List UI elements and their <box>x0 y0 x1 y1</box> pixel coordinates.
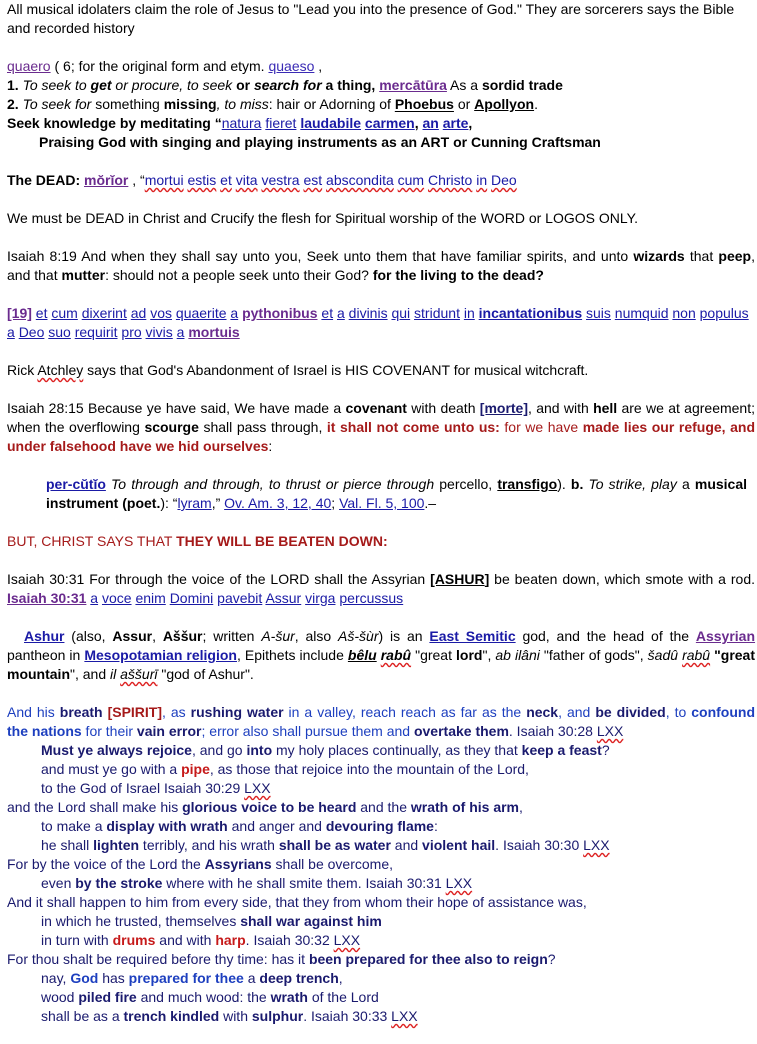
ashur-paragraph: Ashur (also, Assur, Aššur; written A-šur, also Aš-šùr) is an East Semitic god, and the head of the Assyrian pantheon in Mesopotamian religion, Epithets include bêlu rabû "great lord", ab ilâni "father of gods", šadû rabû "great mountain", and il aššurī "god of Ashur". <box>7 628 756 682</box>
isaiah-latin-word-link[interactable]: Assur <box>265 590 302 606</box>
latin19-word-link[interactable]: dixerint <box>81 305 127 321</box>
mesopotamian-religion-link[interactable]: Mesopotamian religion <box>84 647 237 663</box>
latin19-word-link[interactable]: suis <box>586 305 611 321</box>
ashur-link[interactable]: Ashur <box>24 628 65 644</box>
dead-latin-words <box>145 172 517 188</box>
latin19-word-link[interactable]: in <box>463 305 475 321</box>
dead-latin-word-link[interactable]: in <box>476 172 488 188</box>
quaero-definition: quaero ( 6; for the original form and etym. quaeso , <box>7 58 323 74</box>
fieret-link[interactable]: fieret <box>265 115 297 131</box>
latin19-word-link[interactable]: cum <box>51 305 78 321</box>
lxx-line-9: even by the stroke where with he shall smite them. Isaiah 30:31 LXX <box>41 875 473 891</box>
latin-verse-19 <box>7 304 755 342</box>
dead-latin-word-link[interactable]: mortui <box>144 172 184 188</box>
latin19-word-link[interactable]: Deo <box>18 324 45 340</box>
seek-knowledge-line: Seek knowledge by meditating “natura fieret laudabile carmen, an arte, <box>7 115 473 131</box>
quaero-link[interactable]: quaero <box>7 58 51 74</box>
latin19-word-link[interactable]: a <box>176 324 185 340</box>
lxx-line-5: and the Lord shall make his glorious voice to be heard and the wrath of his arm, <box>7 799 523 815</box>
isaiah-30-31: Isaiah 30:31 For through the voice of the LORD shall the Assyrian [ASHUR] be beaten down, which smote with a rod. Isaiah 30:31 a voce enim Domini pavebit Assur virga percussus <box>7 571 755 606</box>
dead-latin-word-link[interactable]: vita <box>235 172 258 188</box>
latin19-word-link[interactable]: populus <box>699 305 749 321</box>
dead-latin-word-link[interactable]: abscondita <box>326 172 394 188</box>
intro-text: All musical idolaters claim the role of Jesus to "Lead you into the presence of God." They are sorcerers says the Bible and recorded history <box>7 1 735 36</box>
christ-says-heading: BUT, CHRIST SAYS THAT THEY WILL BE BEATEN DOWN: <box>7 533 388 549</box>
isaiah-latin-word-link[interactable]: Domini <box>169 590 214 606</box>
isaiah-latin-word-link[interactable]: percussus <box>339 590 404 606</box>
latin19-word-link[interactable]: et <box>321 305 334 321</box>
praising-god-line: Praising God with singing and playing instruments as an ART or Cunning Craftsman <box>39 134 601 150</box>
isaiah-latin-words <box>90 590 403 606</box>
latin19-word-link[interactable]: et <box>35 305 48 321</box>
east-semitic-link[interactable]: East Semitic <box>429 628 516 644</box>
isaiah-8-19: Isaiah 8:19 And when they shall say unto you, Seek unto them that have familiar spirits, and unto wizards that peep, and that mutter: should not a people seek unto their God? for the living to the dead? <box>7 248 755 283</box>
isaiah-latin-word-link[interactable]: a <box>90 590 99 606</box>
lxx-line-3: and must ye go with a pipe, as those that rejoice into the mountain of the Lord, <box>41 761 529 777</box>
quaero-sense-2: 2. To seek for something missing, to miss: hair or Adorning of Phoebus or Apollyon. <box>7 96 538 112</box>
lxx-line-16: shall be as a trench kindled with sulphur. Isaiah 30:33 LXX <box>41 1008 418 1024</box>
quaero-sense-1: 1. To seek to get or procure, to seek or search for a thing, mercātūra As a sordid trade <box>7 77 563 93</box>
valerius-ref-link[interactable]: Val. Fl. 5, 100 <box>339 495 425 511</box>
incantationibus-link[interactable]: incantationibus <box>478 305 583 321</box>
latin19-word-link[interactable]: ad <box>130 305 147 321</box>
quaeso-link[interactable]: quaeso <box>268 58 315 74</box>
latin19-word-link[interactable]: numquid <box>614 305 669 321</box>
latin19-word-link[interactable]: divinis <box>348 305 388 321</box>
dead-latin-word-link[interactable]: Deo <box>491 172 517 188</box>
lxx-line-1: And his breath [SPIRIT], as rushing water in a valley, reach reach as far as the neck, and be divided, to confound the nations for their vain error; error also shall pursue them and overtake them. Isaiah 30:28 LXX <box>7 704 755 739</box>
latin19-word-link[interactable]: quaerite <box>175 305 227 321</box>
lxx-line-11: in which he trusted, themselves shall war against him <box>41 913 382 929</box>
assyrian-link[interactable]: Assyrian <box>695 628 756 644</box>
dead-latin-word-link[interactable]: estis <box>187 172 217 188</box>
dead-latin-word-link[interactable]: cum <box>397 172 425 188</box>
latin19-word-link[interactable]: vos <box>150 305 173 321</box>
lxx-line-8: For by the voice of the Lord the Assyrians shall be overcome, <box>7 856 394 872</box>
dead-latin-word-link[interactable]: est <box>303 172 323 188</box>
dead-latin-word-link[interactable]: Christo <box>427 172 473 188</box>
latin19-word-link[interactable]: a <box>336 305 345 321</box>
latin19-word-link[interactable]: requirit <box>74 324 118 340</box>
lxx-line-10: And it shall happen to him from every side, that they from whom their hope of assistance was, <box>7 894 587 910</box>
mercatura-link[interactable]: mercātūra <box>379 77 447 93</box>
latin19-word-link[interactable]: a <box>230 305 239 321</box>
isaiah-30-31-link[interactable]: Isaiah 30:31 <box>7 590 87 606</box>
dead-latin-word-link[interactable]: et <box>220 172 232 188</box>
pythonibus-link[interactable]: pythonibus <box>242 305 318 321</box>
dead-definition: The DEAD: mŏrĭor , “mortui estis et vita vestra est abscondita cum Christo in Deo <box>7 172 517 188</box>
laudabile-link[interactable]: laudabile <box>300 115 362 131</box>
lxx-line-15: wood piled fire and much wood: the wrath of the Lord <box>41 989 379 1005</box>
morior-link[interactable]: mŏrĭor <box>84 172 129 188</box>
document-page <box>7 0 755 1026</box>
latin19-word-link[interactable]: qui <box>391 305 411 321</box>
lxx-line-6: to make a display with wrath and anger and devouring flame: <box>41 818 438 834</box>
mortuis-link[interactable]: mortuis <box>188 324 240 340</box>
latin-words-2 <box>321 305 474 321</box>
latin19-word-link[interactable]: a <box>7 324 15 340</box>
latin19-word-link[interactable]: suo <box>48 324 71 340</box>
arte-link[interactable]: arte <box>442 115 469 131</box>
dead-in-christ-paragraph: We must be DEAD in Christ and Crucify the flesh for Spiritual worship of the WORD or LOGOS ONLY. <box>7 210 639 226</box>
lyram-link[interactable]: lyram <box>177 495 212 511</box>
isaiah-28-15: Isaiah 28:15 Because ye have said, We have made a covenant with death [morte], and with hell are we at agreement; when the overflowing scourge shall pass through, it shall not come unto us: for we have made lies our refuge, and under falsehood have we hid ourselves: <box>7 400 756 454</box>
rick-atchley-paragraph: Rick Atchley says that God's Abandonment of Israel is HIS COVENANT for musical witchcraft. <box>7 362 589 378</box>
dead-latin-word-link[interactable]: vestra <box>261 172 300 188</box>
lxx-line-7: he shall lighten terribly, and his wrath shall be as water and violent hail. Isaiah 30:30 LXX <box>41 837 610 853</box>
isaiah-latin-word-link[interactable]: pavebit <box>217 590 263 606</box>
lxx-line-2: Must ye always rejoice, and go into my holy places continually, as they that keep a feast? <box>41 742 610 758</box>
isaiah-latin-word-link[interactable]: voce <box>101 590 132 606</box>
latin19-word-link[interactable]: stridunt <box>414 305 460 321</box>
isaiah-latin-word-link[interactable]: virga <box>305 590 336 606</box>
natura-link[interactable]: natura <box>221 115 262 131</box>
latin19-word-link[interactable]: vivis <box>145 324 173 340</box>
isaiah-latin-word-link[interactable]: enim <box>135 590 166 606</box>
percutio-definition: per-cŭtĭo To through and through, to thrust or pierce through percello, transfigo). b. To strike, play a musical instrument (poet.): “lyram,” Ov. Am. 3, 12, 40; Val. Fl. 5, 100.– <box>46 476 748 511</box>
lxx-line-14: nay, God has prepared for thee a deep trench, <box>41 970 343 986</box>
verse-19-ref-link[interactable]: [19] <box>7 305 32 321</box>
lxx-line-12: in turn with drums and with harp. Isaiah 30:32 LXX <box>41 932 361 948</box>
latin-words-1 <box>36 305 238 321</box>
an-link[interactable]: an <box>422 115 439 131</box>
lxx-line-4: to the God of Israel Isaiah 30:29 LXX <box>41 780 271 796</box>
latin19-word-link[interactable]: pro <box>121 324 142 340</box>
lxx-line-13: For thou shalt be required before thy time: has it been prepared for thee also to reign? <box>7 951 556 967</box>
ovid-ref-link[interactable]: Ov. Am. 3, 12, 40 <box>224 495 332 511</box>
latin19-word-link[interactable]: non <box>672 305 696 321</box>
percutio-link[interactable]: per-cŭtĭo <box>46 476 106 492</box>
intro-paragraph <box>7 0 755 38</box>
lxx-passage <box>7 703 755 1026</box>
carmen-link[interactable]: carmen <box>364 115 415 131</box>
morte-link[interactable]: [morte] <box>479 400 529 416</box>
